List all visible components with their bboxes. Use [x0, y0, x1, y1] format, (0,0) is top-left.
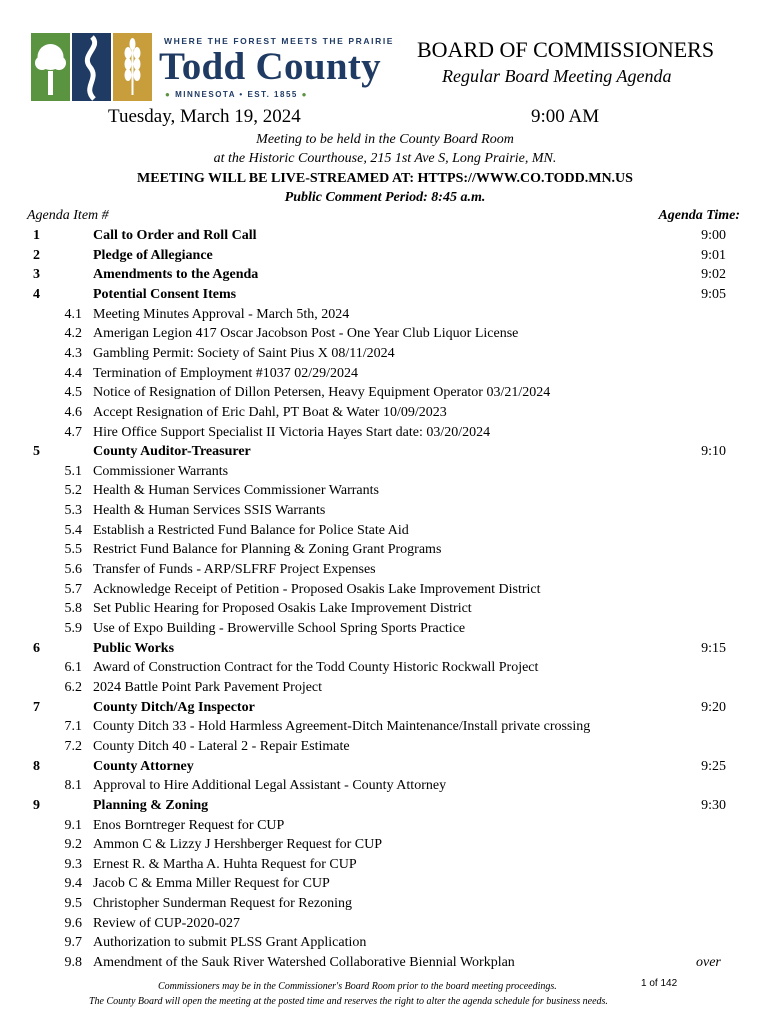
agenda-item-number: 4	[33, 286, 40, 302]
livestream-notice: MEETING WILL BE LIVE-STREAMED AT: HTTPS://WWW.CO.TODD.MN.US	[137, 171, 633, 186]
agenda-item-time: 9:15	[701, 640, 726, 656]
agenda-item-row	[0, 481, 770, 500]
location-line-2: at the Historic Courthouse, 215 1st Ave S, Long Prairie, MN.	[213, 151, 557, 166]
agenda-section-row	[0, 442, 770, 461]
agenda-item-header: Agenda Item #	[27, 208, 109, 223]
agenda-item-row	[0, 894, 770, 913]
agenda-item-row	[0, 403, 770, 422]
river-icon	[72, 33, 111, 101]
agenda-item-row	[0, 560, 770, 579]
logo-subline: ● MINNESOTA • EST. 1855 ●	[165, 90, 308, 99]
agenda-item-number: 8.1	[64, 778, 82, 794]
agenda-item-row	[0, 619, 770, 638]
page-indicator: 1 of 142	[641, 978, 678, 989]
agenda-item-number: 5.4	[64, 522, 82, 538]
agenda-item-number: 9.3	[64, 856, 82, 872]
footer-note-2: The County Board will open the meeting at the posted time and reserves the right to alter the agenda schedule for business needs.	[89, 996, 608, 1007]
agenda-item-row	[0, 835, 770, 854]
agenda-item-row	[0, 462, 770, 481]
agenda-item-row	[0, 305, 770, 324]
agenda-item-title: County Ditch 33 - Hold Harmless Agreement-Ditch Maintenance/Install private crossing	[93, 719, 591, 735]
agenda-item-row	[0, 717, 770, 736]
agenda-item-number: 4.6	[64, 404, 82, 420]
agenda-item-number: 4.1	[64, 306, 82, 322]
agenda-item-time: 9:00	[701, 228, 726, 243]
agenda-item-row	[0, 776, 770, 795]
agenda-item-number: 2	[33, 247, 40, 263]
public-comment-period: Public Comment Period: 8:45 a.m.	[284, 190, 486, 205]
agenda-section-row	[0, 639, 770, 658]
agenda-item-title: Potential Consent Items	[93, 286, 237, 302]
agenda-item-row	[0, 914, 770, 933]
agenda-item-title: Ernest R. & Martha A. Huhta Request for CUP	[93, 856, 357, 872]
agenda-item-number: 9.8	[64, 955, 82, 971]
agenda-item-title: Health & Human Services Commissioner Warrants	[93, 483, 379, 499]
agenda-item-number: 5.5	[64, 542, 82, 558]
agenda-item-title: Authorization to submit PLSS Grant Application	[93, 935, 367, 951]
agenda-item-title: Notice of Resignation of Dillon Petersen, Heavy Equipment Operator 03/21/2024	[93, 385, 551, 401]
agenda-item-number: 8	[33, 758, 40, 774]
agenda-item-number: 9	[33, 797, 40, 813]
agenda-item-title: Review of CUP-2020-027	[93, 915, 240, 931]
agenda-item-number: 5.2	[64, 483, 82, 499]
board-title: BOARD OF COMMISSIONERS	[417, 37, 715, 62]
footer-note-1: Commissioners may be in the Commissioner's Board Room prior to the board meeting proceedings.	[158, 981, 557, 992]
agenda-item-title: Christopher Sunderman Request for Rezoning	[93, 896, 352, 912]
agenda-item-number: 9.4	[64, 876, 82, 892]
agenda-item-number: 5.7	[64, 581, 82, 597]
agenda-item-number: 4.2	[64, 326, 82, 342]
agenda-item-row	[0, 540, 770, 559]
agenda-item-row	[0, 521, 770, 540]
agenda-item-number: 5.3	[64, 503, 82, 519]
logo-tagline: WHERE THE FOREST MEETS THE PRAIRIE	[164, 36, 395, 46]
agenda-section-row	[0, 796, 770, 815]
agenda-item-title: Pledge of Allegiance	[93, 247, 213, 263]
tree-icon	[31, 33, 70, 101]
meeting-time: 9:00 AM	[531, 106, 600, 127]
agenda-item-number: 9.6	[64, 915, 82, 931]
agenda-item-number: 7	[33, 699, 40, 715]
wheat-icon	[113, 33, 152, 101]
agenda-item-title: Gambling Permit: Society of Saint Pius X 08/11/2024	[93, 345, 395, 361]
agenda-item-number: 7.2	[64, 738, 82, 754]
agenda-item-title: Award of Construction Contract for the Todd County Historic Rockwall Project	[93, 660, 539, 676]
agenda-item-row	[0, 874, 770, 893]
logo-established: EST. 1855	[247, 90, 298, 99]
agenda-item-title: County Ditch 40 - Lateral 2 - Repair Estimate	[93, 738, 350, 754]
agenda-item-title: Transfer of Funds - ARP/SLFRF Project Expenses	[93, 562, 376, 578]
agenda-item-number: 4.7	[64, 424, 82, 440]
agenda-item-title: 2024 Battle Point Park Pavement Project	[93, 679, 323, 695]
agenda-item-number: 6	[33, 640, 40, 656]
agenda-section-row	[0, 226, 770, 245]
agenda-item-title: Meeting Minutes Approval - March 5th, 2024	[93, 306, 350, 322]
agenda-item-row	[0, 344, 770, 363]
agenda-item-number: 9.7	[64, 935, 82, 951]
agenda-item-number: 7.1	[64, 719, 82, 735]
agenda-item-row	[0, 678, 770, 697]
agenda-item-number: 9.2	[64, 837, 82, 853]
agenda-item-title: Ammon C & Lizzy J Hershberger Request for CUP	[93, 837, 383, 853]
agenda-item-title: Termination of Employment #1037 02/29/2024	[93, 365, 358, 381]
agenda-item-number: 9.5	[64, 896, 82, 912]
agenda-subtitle: Regular Board Meeting Agenda	[442, 66, 672, 86]
agenda-item-number: 6.1	[64, 660, 82, 676]
county-logo	[31, 33, 395, 103]
agenda-item-number: 5	[33, 444, 40, 460]
agenda-item-time: 9:01	[701, 247, 726, 263]
agenda-item-number: 9.1	[64, 817, 82, 833]
agenda-item-time: 9:02	[701, 267, 726, 283]
agenda-section-row	[0, 757, 770, 776]
agenda-item-row	[0, 599, 770, 618]
agenda-item-title: Accept Resignation of Eric Dahl, PT Boat & Water 10/09/2023	[93, 404, 447, 420]
agenda-item-title: Public Works	[93, 640, 175, 656]
agenda-item-title: County Attorney	[93, 758, 194, 774]
agenda-item-row	[0, 737, 770, 756]
agenda-item-row	[0, 816, 770, 835]
agenda-item-title: Acknowledge Receipt of Petition - Proposed Osakis Lake Improvement District	[93, 581, 541, 597]
agenda-item-row	[0, 953, 770, 972]
agenda-item-time: 9:30	[701, 797, 726, 813]
agenda-item-title: County Ditch/Ag Inspector	[93, 699, 255, 715]
agenda-section-row	[0, 246, 770, 265]
agenda-item-title: Call to Order and Roll Call	[93, 228, 257, 243]
agenda-time-header: Agenda Time:	[658, 208, 740, 223]
agenda-item-row	[0, 364, 770, 383]
agenda-item-row	[0, 324, 770, 343]
agenda-item-row	[0, 580, 770, 599]
agenda-item-number: 5.9	[64, 621, 82, 636]
meeting-date: Tuesday, March 19, 2024	[108, 106, 301, 127]
agenda-item-number: 4.3	[64, 345, 82, 361]
location-line-1: Meeting to be held in the County Board Room	[256, 132, 514, 147]
agenda-item-number: 4.5	[64, 385, 82, 401]
continued-label: over	[696, 955, 721, 970]
agenda-item-row	[0, 383, 770, 402]
agenda-item-title: Set Public Hearing for Proposed Osakis Lake Improvement District	[93, 601, 472, 617]
agenda-section-row	[0, 285, 770, 304]
agenda-item-row	[0, 658, 770, 677]
agenda-item-title: Enos Borntreger Request for CUP	[93, 817, 285, 833]
agenda-item-title: Approval to Hire Additional Legal Assistant - County Attorney	[93, 778, 447, 794]
agenda-item-time: 9:05	[701, 286, 726, 302]
agenda-item-title: Planning & Zoning	[93, 797, 209, 813]
agenda-item-number: 3	[33, 267, 40, 283]
agenda-section-row	[0, 265, 770, 284]
agenda-item-number: 1	[33, 228, 40, 243]
agenda-item-title: Amendment of the Sauk River Watershed Collaborative Biennial Workplan	[93, 955, 515, 971]
agenda-item-title: Amerigan Legion 417 Oscar Jacobson Post - One Year Club Liquor License	[93, 326, 519, 342]
agenda-item-number: 5.1	[64, 463, 82, 479]
agenda-item-time: 9:20	[701, 699, 726, 715]
agenda-item-title: Amendments to the Agenda	[93, 267, 259, 283]
agenda-item-row	[0, 933, 770, 952]
agenda-item-title: Jacob C & Emma Miller Request for CUP	[93, 876, 330, 892]
agenda-item-time: 9:25	[701, 758, 726, 774]
agenda-section-row	[0, 698, 770, 717]
agenda-item-title: Commissioner Warrants	[93, 463, 229, 479]
agenda-item-number: 5.6	[64, 562, 82, 578]
agenda-item-title: Establish a Restricted Fund Balance for Police State Aid	[93, 522, 409, 538]
agenda-item-number: 5.8	[64, 601, 82, 617]
agenda-item-title: County Auditor-Treasurer	[93, 444, 251, 460]
agenda-item-number: 6.2	[64, 679, 82, 695]
agenda-item-title: Restrict Fund Balance for Planning & Zoning Grant Programs	[93, 542, 442, 558]
agenda-item-title: Health & Human Services SSIS Warrants	[93, 503, 326, 519]
agenda-item-row	[0, 855, 770, 874]
logo-name: Todd County	[159, 45, 381, 88]
agenda-item-title: Use of Expo Building - Browerville School Spring Sports Practice	[93, 621, 466, 636]
agenda-item-number: 4.4	[64, 365, 82, 381]
agenda-item-title: Hire Office Support Specialist II Victoria Hayes Start date: 03/20/2024	[93, 424, 491, 440]
agenda-item-row	[0, 501, 770, 520]
agenda-item-row	[0, 423, 770, 442]
agenda-item-time: 9:10	[701, 444, 726, 460]
logo-state: MINNESOTA	[175, 90, 236, 99]
